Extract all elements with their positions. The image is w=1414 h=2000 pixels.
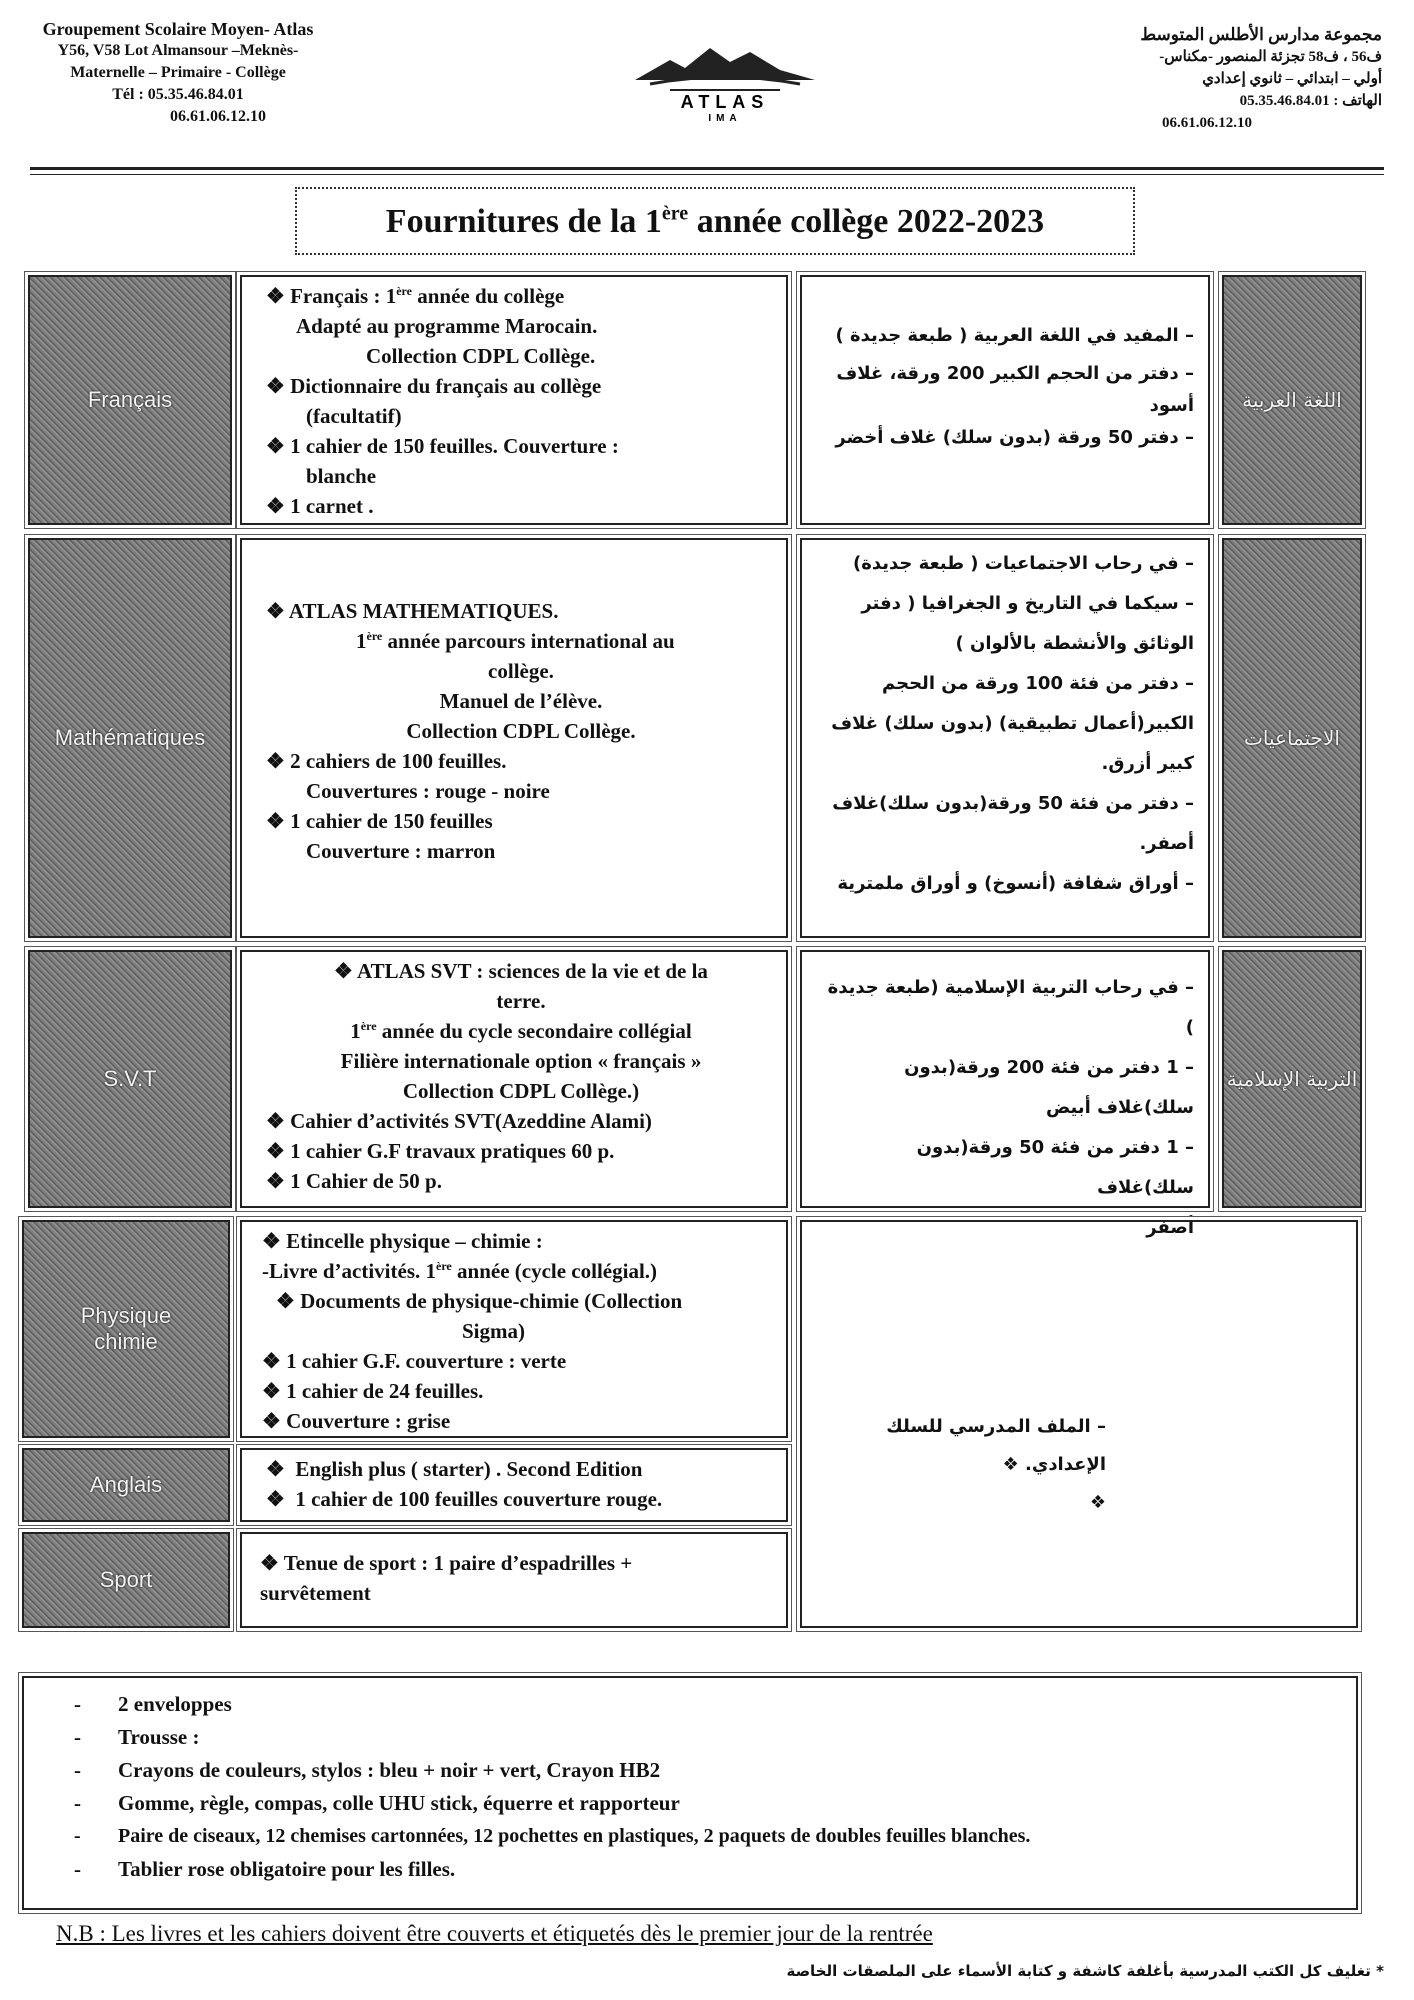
mountain-logo-icon <box>630 40 820 122</box>
content-svt: ❖ ATLAS SVT : sciences de la vie et de la terre. 1ère année du cycle secondaire collégial Filière internationale option « français » Collection CDPL Collège.) ❖ Cahier d’activités SVT(Azeddine Alami) ❖ 1 cahier G.F travaux pratiques 60 p. ❖ 1 Cahier de 50 p. <box>240 950 788 1208</box>
subject-label-anglais: Anglais <box>22 1448 230 1522</box>
logo-subtext: IMA <box>708 113 742 122</box>
content-islam: – في رحاب التربية الإسلامية (طبعة جديدة ) – 1 دفتر من فئة 200 ورقة(بدون سلك)غلاف أبيض – 1 دفتر من فئة 50 ورقة(بدون سلك)غلاف أصفر <box>800 950 1210 1208</box>
subject-label-islam: التربية الإسلامية <box>1222 950 1362 1208</box>
school-header-fr <box>28 18 328 128</box>
school-tel2-fr: 06.61.06.12.10 <box>170 108 266 125</box>
header-divider <box>30 167 1384 170</box>
content-dossier: – الملف المدرسي للسلك الإعدادي. ❖ ❖ <box>800 1220 1358 1628</box>
school-tel1-ar: 05.35.46.84.01 <box>1239 93 1330 109</box>
subject-label-sport: Sport <box>22 1532 230 1628</box>
logo-text: ATLAS <box>680 92 770 112</box>
content-anglais: ❖ English plus ( starter) . Second Edition ❖ 1 cahier de 100 feuilles couverture rouge. <box>240 1448 788 1522</box>
school-tel2-ar: 06.61.06.12.10 <box>1162 115 1252 131</box>
content-arabe: – المفيد في اللغة العربية ( طبعة جديدة ) – دفتر من الحجم الكبير 200 ورقة، غلاف أسود – دفتر 50 ورقة (بدون سلك) غلاف أخضر <box>800 275 1210 525</box>
subject-label-arabe: اللغة العربية <box>1222 275 1362 525</box>
list-item: - Paire de ciseaux, 12 chemises cartonnées, 12 pochettes en plastiques, 2 paquets de doubles feuilles blanches. <box>74 1820 1346 1853</box>
school-name-fr: Groupement Scolaire Moyen- Atlas <box>42 19 314 39</box>
list-item: - Crayons de couleurs, stylos : bleu + noir + vert, Crayon HB2 <box>74 1754 1346 1787</box>
subject-label-social: الاجتماعيات <box>1222 538 1362 938</box>
school-address-ar: ف56 ، ف58 تجزئة المنصور -مكناس- <box>1159 49 1382 65</box>
header-divider-thin <box>30 174 1384 175</box>
list-item: - Tablier rose obligatoire pour les filles. <box>74 1853 1346 1886</box>
subject-label-francais: Français <box>28 275 232 525</box>
subject-label-svt: S.V.T <box>28 950 232 1208</box>
school-tel1-fr: Tél : 05.35.46.84.01 <box>112 86 244 103</box>
subject-label-physique: Physique chimie <box>22 1220 230 1438</box>
school-name-ar: مجموعة مدارس الأطلس المتوسط <box>1140 25 1382 44</box>
school-address-fr: Y56, V58 Lot Almansour –Meknès- <box>57 42 299 59</box>
school-levels-fr: Maternelle – Primaire - Collège <box>70 64 286 81</box>
list-item: - Trousse : <box>74 1721 1346 1754</box>
list-item: - Gomme, règle, compas, colle UHU stick, équerre et rapporteur <box>74 1787 1346 1820</box>
subject-label-maths: Mathématiques <box>28 538 232 938</box>
content-francais: ❖ Français : 1ère année du collège Adapté au programme Marocain. Collection CDPL Collège. ❖ Dictionnaire du français au collège (facultatif) ❖ 1 cahier de 150 feuilles. Couverture : blanche ❖ 1 carnet . <box>240 275 788 525</box>
page-title: Fournitures de la 1ère année collège 2022-2023 <box>295 187 1135 255</box>
school-levels-ar: أولي – ابتدائي – ثانوي إعدادي <box>1202 71 1382 87</box>
school-tel-label-ar: الهاتف : <box>1333 93 1382 109</box>
arabic-note: * تغليف كل الكتب المدرسية بأغلفة كاشفة و كتابة الأسماء على الملصقات الخاصة <box>786 1962 1384 1980</box>
general-supplies-list <box>22 1676 1358 1910</box>
content-physique: ❖ Etincelle physique – chimie : -Livre d’activités. 1ère année (cycle collégial.) ❖ Documents de physique-chimie (Collection Sigma) ❖ 1 cahier G.F. couverture : verte ❖ 1 cahier de 24 feuilles. ❖ Couverture : grise <box>240 1220 788 1438</box>
content-sport: ❖ Tenue de sport : 1 paire d’espadrilles + survêtement <box>240 1532 788 1628</box>
atlas-logo <box>630 40 820 122</box>
content-social: – في رحاب الاجتماعيات ( طبعة جديدة) – سيكما في التاريخ و الجغرافيا ( دفتر الوثائق والأنشطة بالألوان ) – دفتر من فئة 100 ورقة من الحجم الكبير(أعمال تطبيقية) (بدون سلك) غلاف كبير أزرق. – دفتر من فئة 50 ورقة(بدون سلك)غلاف أصفر. – أوراق شفافة (أنسوخ) و أوراق ملمترية <box>800 538 1210 938</box>
nb-note: N.B : Les livres et les cahiers doivent être couverts et étiquetés dès le premier jour de la rentrée <box>56 1921 933 1946</box>
content-maths: ❖ ATLAS MATHEMATIQUES. 1ère année parcours international au collège. Manuel de l’élève. Collection CDPL Collège. ❖ 2 cahiers de 100 feuilles. Couvertures : rouge - noire ❖ 1 cahier de 150 feuilles Couverture : marron <box>240 538 788 938</box>
list-item: - 2 enveloppes <box>74 1688 1346 1721</box>
school-header-ar <box>1092 24 1382 134</box>
